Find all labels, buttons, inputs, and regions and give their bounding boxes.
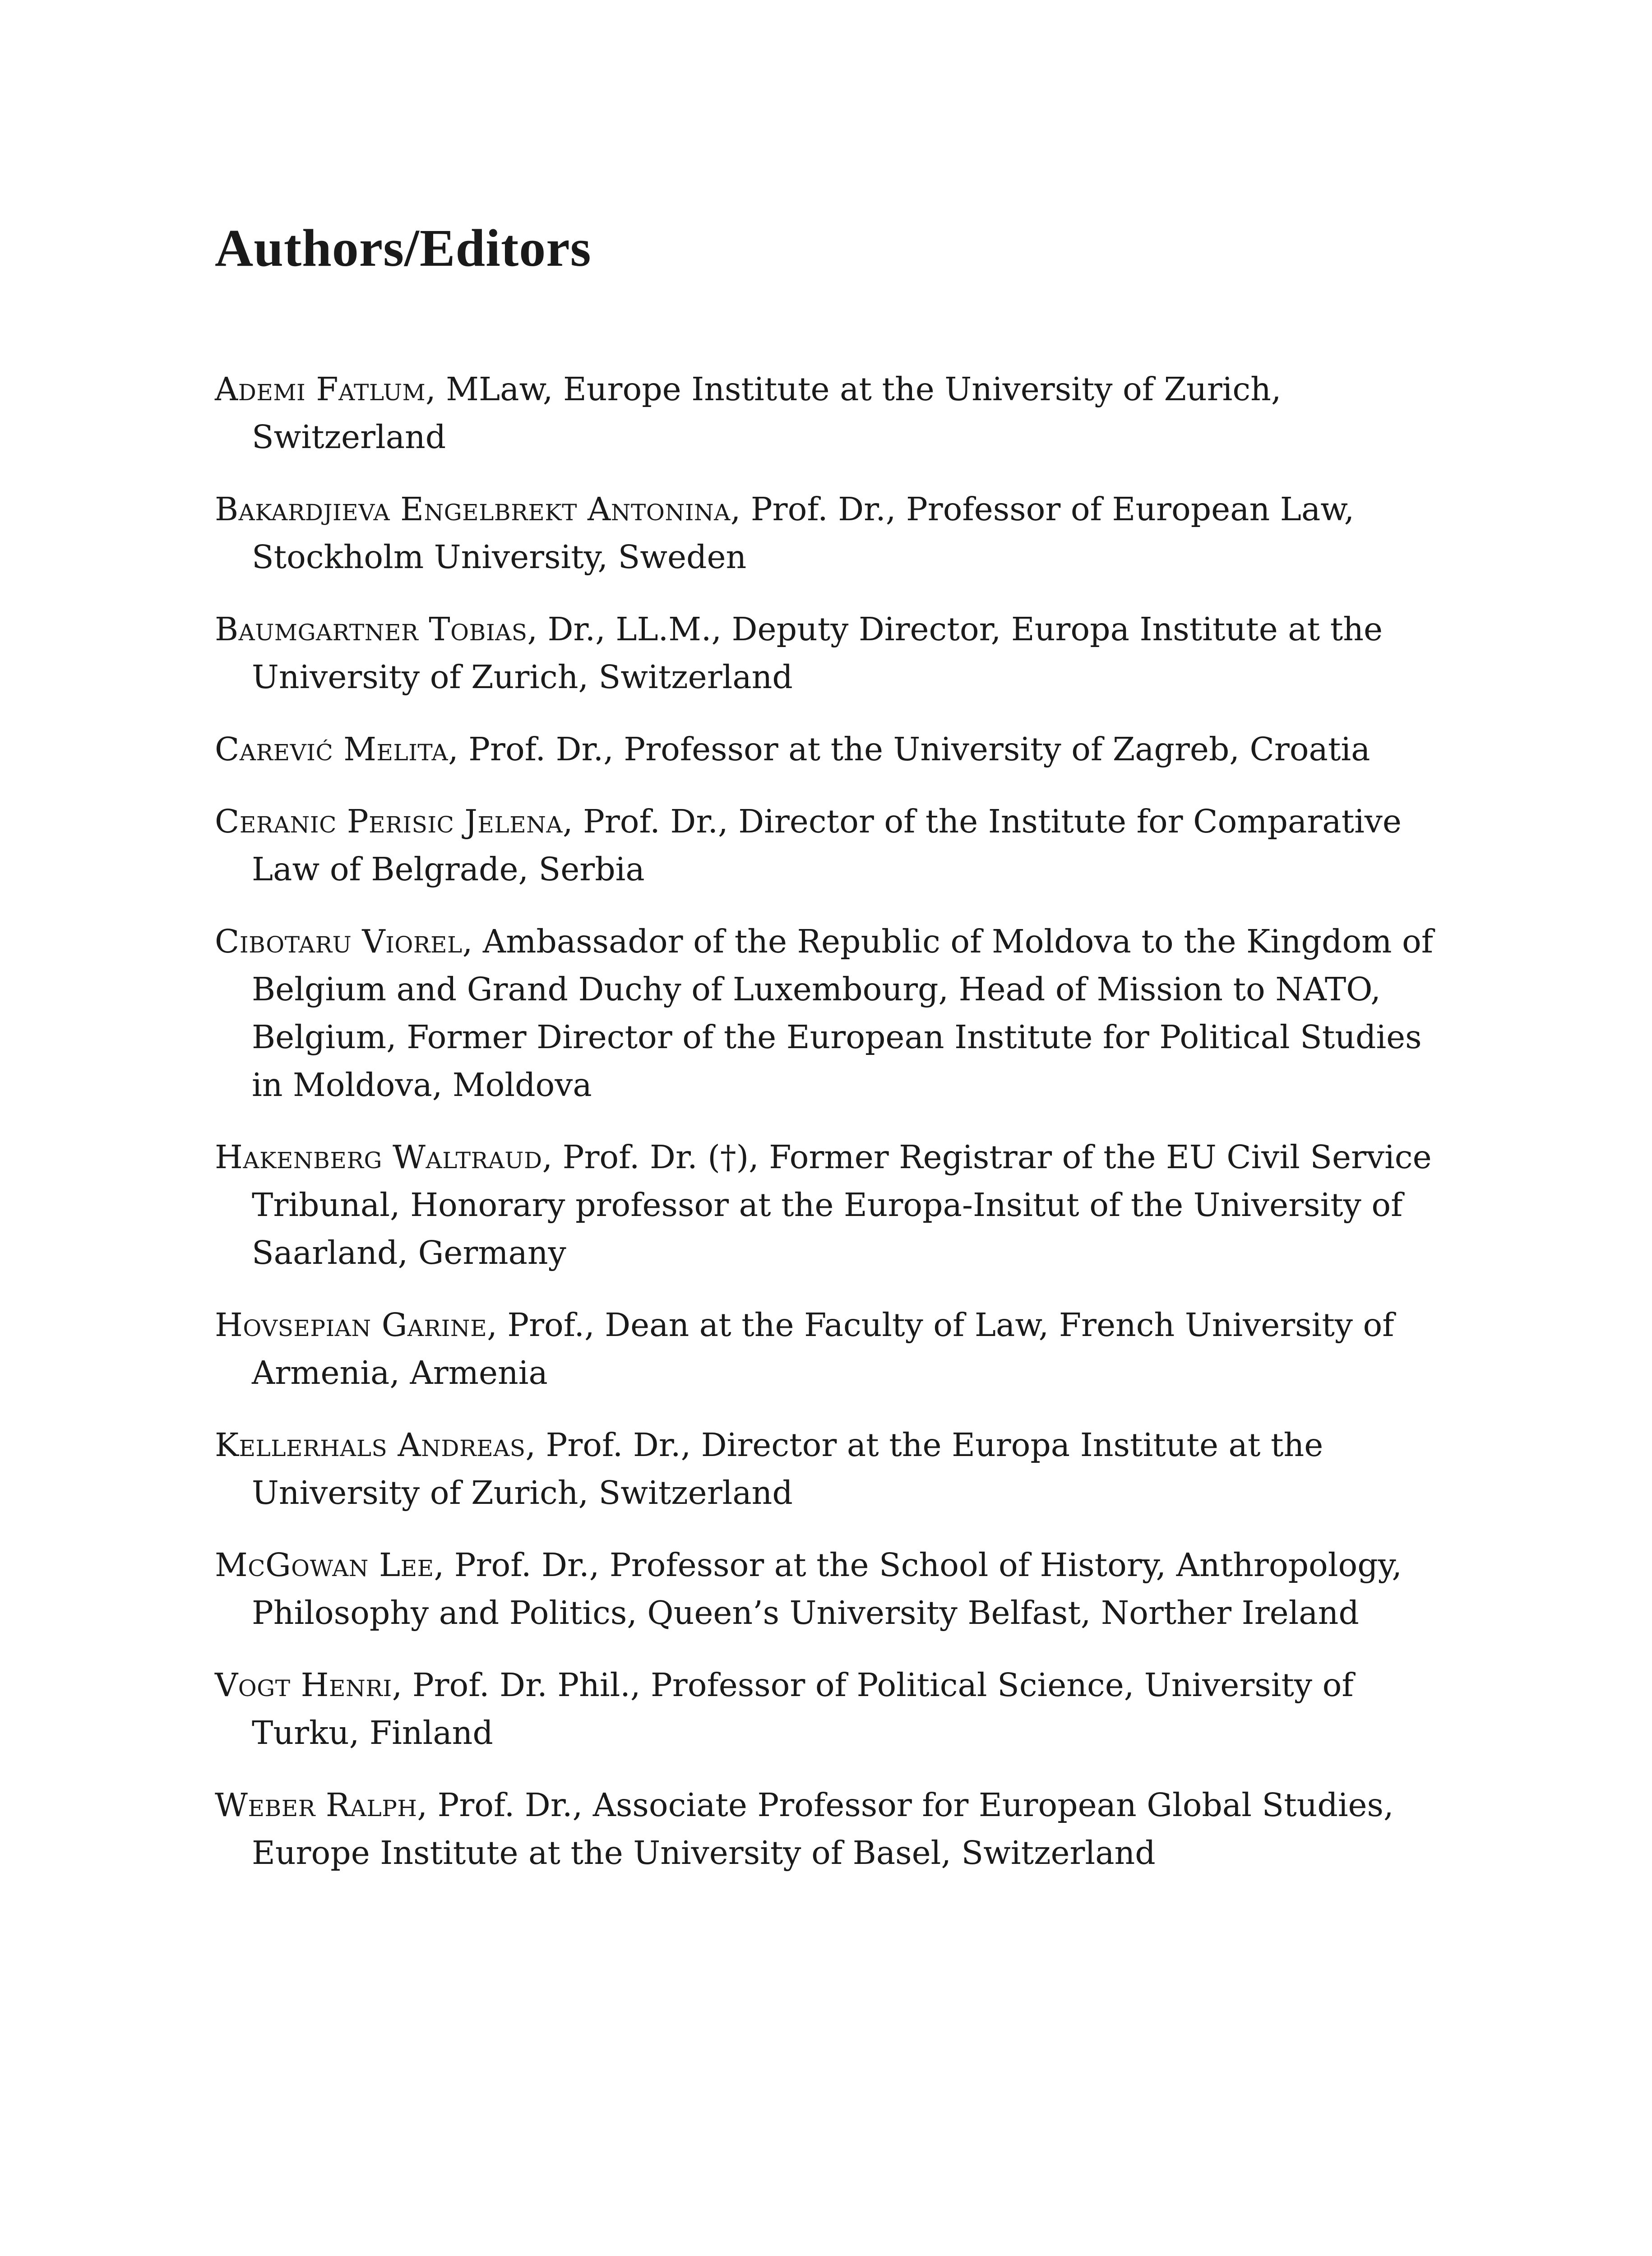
author-details: , Prof. Dr., Professor at the School of History, Anthropology, Philosophy and Politics, Queen’s University Belfast, Norther Ireland [252,1546,1402,1632]
author-entry [215,1781,1460,1877]
author-details: , Prof. Dr. (†), Former Registrar of the EU Civil Service Tribunal, Honorary professor at the Europa-Insitut of the University of Saarland, Germany [252,1138,1432,1271]
author-name: Cibotaru Viorel [215,923,463,960]
author-name: Carević Melita [215,730,449,768]
author-entry [215,365,1460,461]
author-details: , Prof. Dr., Director of the Institute for Comparative Law of Belgrade, Serbia [252,803,1402,888]
author-entry [215,1661,1460,1757]
author-details: , Prof. Dr., Director at the Europa Institute at the University of Zurich, Switzerland [252,1426,1323,1512]
author-details: , Prof. Dr., Professor of European Law, Stockholm University, Sweden [252,490,1355,576]
author-entry [215,1133,1460,1277]
author-name: McGowan Lee [215,1546,434,1584]
author-list [215,365,1460,1901]
author-details: , MLaw, Europe Institute at the University of Zurich, Switzerland [252,370,1282,456]
author-entry [215,1421,1460,1517]
author-name: Ceranic Perisic Jelena [215,803,563,840]
author-name: Bakardjieva Engelbrekt Antonina [215,490,731,528]
author-name: Vogt Henri [215,1666,392,1704]
author-entry [215,726,1460,773]
author-name: Hakenberg Waltraud [215,1138,542,1176]
author-name: Weber Ralph [215,1786,417,1824]
author-entry [215,606,1460,701]
author-details: , Prof. Dr., Associate Professor for European Global Studies, Europe Institute at the University of Basel, Switzerland [252,1786,1394,1872]
author-details: , Prof. Dr. Phil., Professor of Political Science, University of Turku, Finland [252,1666,1354,1752]
page-title: Authors/Editors [215,218,592,277]
author-name: Kellerhals Andreas [215,1426,526,1464]
author-entry [215,918,1460,1109]
author-details: , Prof., Dean at the Faculty of Law, French University of Armenia, Armenia [252,1306,1394,1392]
author-name: Baumgartner Tobias [215,610,528,648]
author-details: , Ambassador of the Republic of Moldova to the Kingdom of Belgium and Grand Duchy of Luxembourg, Head of Mission to NATO, Belgium, Former Director of the European Institute for Political Studies in Moldova, Moldova [252,923,1434,1104]
author-details: , Prof. Dr., Professor at the University of Zagreb, Croatia [448,730,1370,768]
author-details: , Dr., LL.M., Deputy Director, Europa Institute at the University of Zurich, Switzerland [252,610,1383,696]
author-name: Hovsepian Garine [215,1306,487,1344]
author-entry [215,485,1460,581]
author-entry [215,1541,1460,1637]
author-entry [215,1301,1460,1397]
author-entry [215,798,1460,893]
author-name: Ademi Fatlum [215,370,426,408]
